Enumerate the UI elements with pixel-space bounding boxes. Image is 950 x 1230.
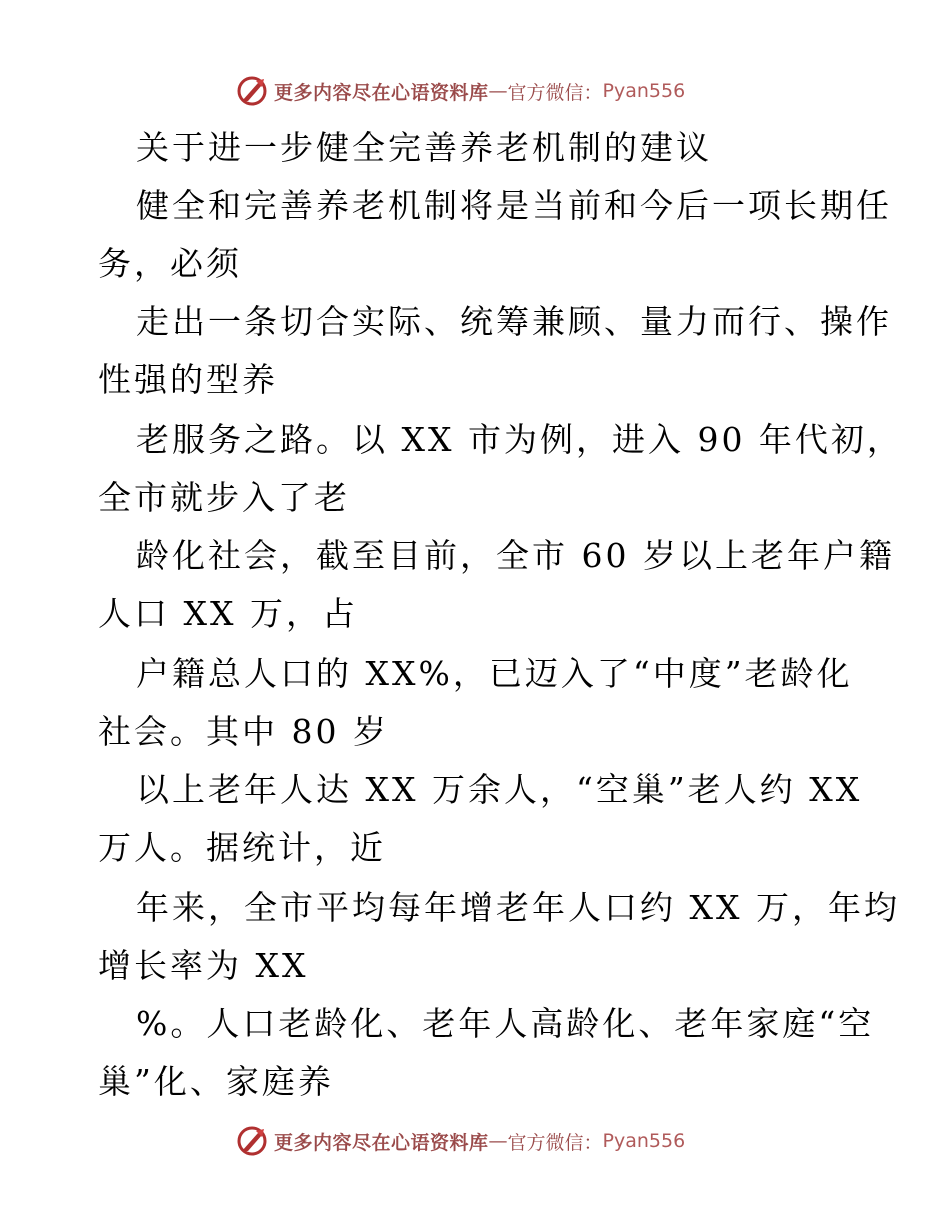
quill-pen-logo-icon	[236, 1125, 268, 1157]
paragraph-line: 性强的型养	[98, 360, 278, 399]
paragraph-line: %。人口老龄化、老年人高龄化、老年家庭“空	[136, 1004, 875, 1043]
paragraph-line: 巢”化、家庭养	[98, 1062, 334, 1101]
footer-official-label: 官方微信：	[507, 1131, 603, 1154]
paragraph-line: 老服务之路。以 XX 市为例，进入 90 年代初，	[136, 420, 903, 459]
header-official-label: 官方微信：	[507, 81, 603, 104]
header-wechat-id: Pyan556	[602, 80, 686, 102]
quill-pen-logo-icon	[236, 75, 268, 107]
paragraph-line: 健全和完善养老机制将是当前和今后一项长期任	[136, 186, 892, 225]
footer-banner	[236, 1124, 685, 1158]
paragraph-line: 全市就步入了老	[98, 478, 350, 517]
paragraph-line: 户籍总人口的 XX%，已迈入了“中度”老龄化	[136, 654, 853, 693]
paragraph-line: 增长率为 XX	[98, 946, 309, 985]
footer-separator: —	[488, 1130, 508, 1152]
paragraph-line: 人口 XX 万，占	[98, 594, 358, 633]
document-title: 关于进一步健全完善养老机制的建议	[136, 128, 712, 167]
paragraph-line: 走出一条切合实际、统筹兼顾、量力而行、操作	[136, 302, 892, 341]
paragraph-line: 社会。其中 80 岁	[98, 712, 389, 751]
footer-brand-text: 更多内容尽在心语资料库	[274, 1131, 489, 1154]
paragraph-line: 年来，全市平均每年增老年人口约 XX 万，年均	[136, 888, 900, 927]
header-separator: —	[488, 80, 508, 102]
paragraph-line: 以上老年人达 XX 万余人，“空巢”老人约 XX	[136, 770, 863, 809]
footer-wechat-id: Pyan556	[602, 1130, 686, 1152]
header-brand-text: 更多内容尽在心语资料库	[274, 81, 489, 104]
paragraph-line: 务，必须	[98, 244, 242, 283]
header-banner	[236, 74, 685, 108]
paragraph-line: 龄化社会，截至目前，全市 60 岁以上老年户籍	[136, 536, 895, 575]
paragraph-line: 万人。据统计，近	[98, 828, 386, 867]
